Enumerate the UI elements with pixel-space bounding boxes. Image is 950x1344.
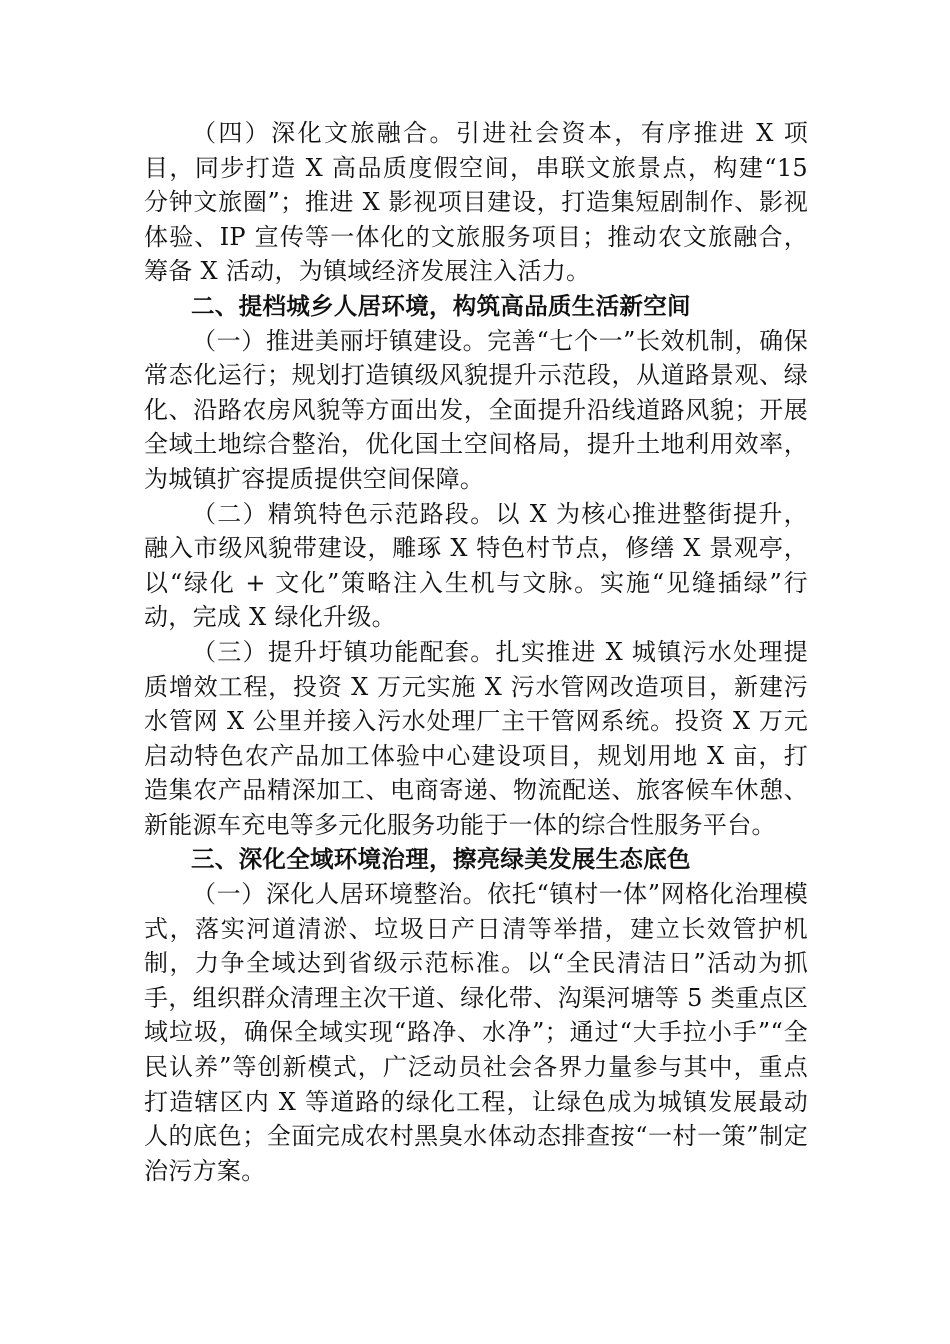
paragraph-living-environment: （一）深化人居环境整治。依托“镇村一体”网格化治理模式，落实河道清淤、垃圾日产日清等举措，建立长效管护机制，力争全域达到省级示范标准。以“全民清洁日”活动为抓手，组织群众清理主次干道、绿化带、沟渠河塘等 5 类重点区域垃圾，确保全域实现“路净、水净”；通过“大手拉小手”“全民认养”等创新模式，广泛动员社会各界力量参与其中，重点打造辖区内 X 等道路的绿化工程，让绿色成为城镇发展最动人的底色；全面完成农村黑臭水体动态排查按“一村一策”制定治污方案。 xyxy=(144,880,808,1185)
section-heading-2: 二、提档城乡人居环境，构筑高品质生活新空间 xyxy=(191,291,691,320)
paragraph-beautiful-town: （一）推进美丽圩镇建设。完善“七个一”长效机制，确保常态化运行；规划打造镇级风貌提升示范段，从道路景观、绿化、沿路农房风貌等方面出发，全面提升沿线道路风貌；开展全域土地综合整治，优化国土空间格局，提升土地利用效率，为城镇扩容提质提供空间保障。 xyxy=(144,326,808,493)
paragraph-town-facilities: （三）提升圩镇功能配套。扎实推进 X 城镇污水处理提质增效工程，投资 X 万元实施 X 污水管网改造项目，新建污水管网 X 公里并接入污水处理厂主干管网系统。投资 X 万元启动特色农产品加工体验中心建设项目，规划用地 X 亩，打造集农产品精深加工、电商寄递、物流配送、旅客候车休憩、新能源车充电等多元化服务功能于一体的综合性服务平台。 xyxy=(144,637,808,839)
paragraph-demo-road: （二）精筑特色示范路段。以 X 为核心推进整街提升，融入市级风貌带建设，雕琢 X 特色村节点，修缮 X 景观亭，以“绿化 + 文化”策略注入生机与文脉。实施“见缝插绿”行动，完成 X 绿化升级。 xyxy=(144,499,808,632)
paragraph-culture-tourism: （四）深化文旅融合。引进社会资本，有序推进 X 项目，同步打造 X 高品质度假空间，串联文旅景点，构建“15 分钟文旅圈”；推进 X 影视项目建设，打造集短剧制作、影视体验、IP 宣传等一体化的文旅服务项目；推动农文旅融合，筹备 X 活动，为镇域经济发展注入活力。 xyxy=(144,119,808,286)
document-body xyxy=(144,116,808,1188)
section-heading-3: 三、深化全域环境治理，擦亮绿美发展生态底色 xyxy=(191,845,691,874)
